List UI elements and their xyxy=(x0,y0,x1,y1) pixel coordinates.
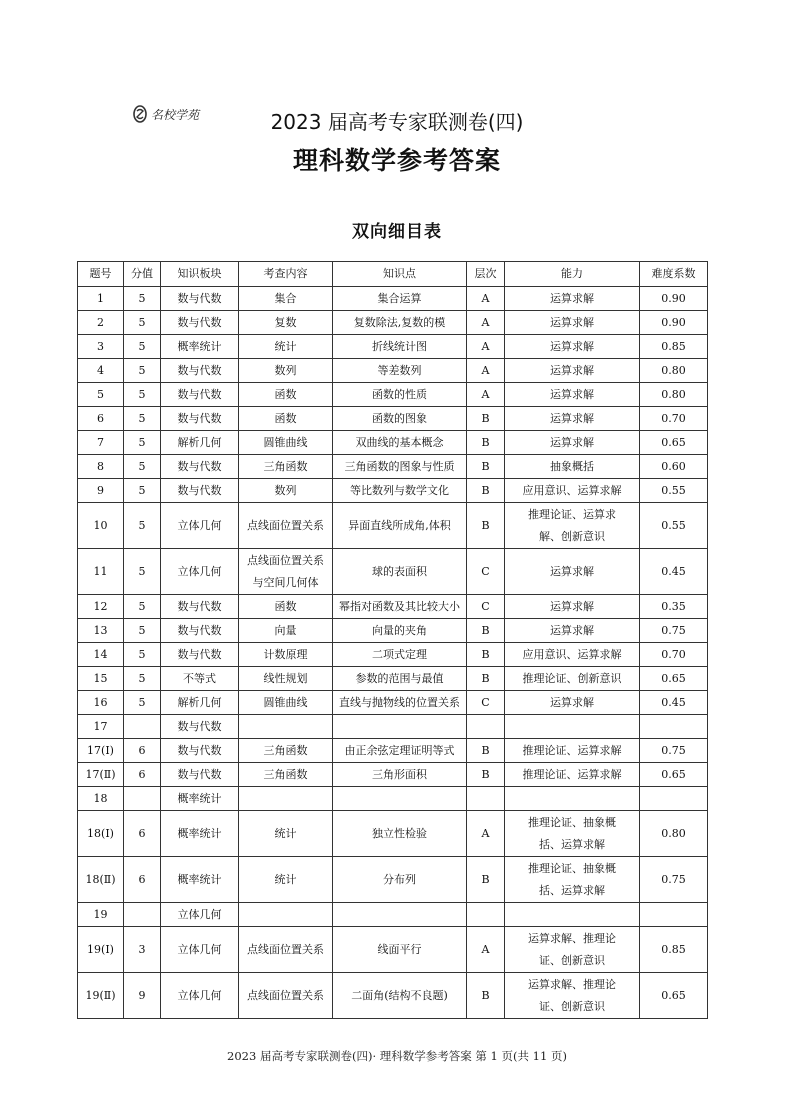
cell-ability: 运算求解 xyxy=(505,287,640,311)
cell-question-number: 7 xyxy=(78,431,124,455)
cell-content: 三角函数 xyxy=(239,763,333,787)
cell-content: 圆锥曲线 xyxy=(239,691,333,715)
cell-knowledge-block: 概率统计 xyxy=(161,857,239,903)
cell-question-number: 19 xyxy=(78,903,124,927)
cell-text: 推理论证、抽象概括、运算求解 xyxy=(528,861,616,897)
table-row xyxy=(78,287,708,311)
cell-difficulty: 0.55 xyxy=(640,503,708,549)
cell-score: 5 xyxy=(124,287,161,311)
cell-knowledge-block: 不等式 xyxy=(161,667,239,691)
cell-question-number: 9 xyxy=(78,479,124,503)
table-body xyxy=(78,287,708,1019)
cell-content xyxy=(239,549,333,595)
cell-knowledge-block: 数与代数 xyxy=(161,595,239,619)
cell-content: 向量 xyxy=(239,619,333,643)
table-row xyxy=(78,383,708,407)
cell-ability: 应用意识、运算求解 xyxy=(505,479,640,503)
cell-knowledge-point: 函数的图象 xyxy=(333,407,467,431)
cell-difficulty: 0.70 xyxy=(640,407,708,431)
specification-table xyxy=(77,261,708,1019)
cell-level xyxy=(467,787,505,811)
col-header-ability: 能力 xyxy=(505,262,640,287)
cell-ability: 推理论证、创新意识 xyxy=(505,667,640,691)
cell-ability xyxy=(505,715,640,739)
table-row xyxy=(78,549,708,595)
cell-content xyxy=(239,927,333,973)
cell-level: B xyxy=(467,857,505,903)
cell-question-number: 8 xyxy=(78,455,124,479)
cell-knowledge-point xyxy=(333,715,467,739)
cell-score: 6 xyxy=(124,857,161,903)
cell-content: 数列 xyxy=(239,359,333,383)
cell-knowledge-point xyxy=(333,787,467,811)
cell-score xyxy=(124,903,161,927)
cell-knowledge-point: 幂指对函数及其比较大小 xyxy=(333,595,467,619)
col-header-point: 知识点 xyxy=(333,262,467,287)
cell-text: 推理论证、抽象概括、运算求解 xyxy=(528,815,616,851)
cell-level: A xyxy=(467,383,505,407)
cell-score: 5 xyxy=(124,595,161,619)
cell-content: 统计 xyxy=(239,335,333,359)
cell-score: 5 xyxy=(124,503,161,549)
cell-question-number: 19(Ⅱ) xyxy=(78,973,124,1019)
cell-difficulty xyxy=(640,787,708,811)
cell-content: 数列 xyxy=(239,479,333,503)
cell-ability: 运算求解 xyxy=(505,595,640,619)
cell-knowledge-point xyxy=(333,903,467,927)
cell-question-number: 2 xyxy=(78,311,124,335)
cell-score: 5 xyxy=(124,455,161,479)
cell-knowledge-point: 向量的夹角 xyxy=(333,619,467,643)
cell-score: 5 xyxy=(124,667,161,691)
cell-knowledge-block: 数与代数 xyxy=(161,763,239,787)
cell-difficulty: 0.75 xyxy=(640,619,708,643)
table-row xyxy=(78,335,708,359)
cell-knowledge-point: 独立性检验 xyxy=(333,811,467,857)
cell-question-number: 18(Ⅱ) xyxy=(78,857,124,903)
cell-score: 5 xyxy=(124,643,161,667)
page-footer: 2023 届高考专家联测卷(四)· 理科数学参考答案 第 1 页(共 11 页) xyxy=(227,1049,567,1063)
cell-knowledge-block: 立体几何 xyxy=(161,503,239,549)
cell-question-number: 18 xyxy=(78,787,124,811)
cell-content: 复数 xyxy=(239,311,333,335)
cell-score: 5 xyxy=(124,383,161,407)
cell-content xyxy=(239,811,333,857)
cell-content xyxy=(239,503,333,549)
cell-level: B xyxy=(467,763,505,787)
cell-text: 点线面位置关系与空间几何体 xyxy=(247,553,324,589)
cell-ability xyxy=(505,503,640,549)
cell-question-number: 18(Ⅰ) xyxy=(78,811,124,857)
cell-difficulty: 0.65 xyxy=(640,667,708,691)
cell-content: 三角函数 xyxy=(239,455,333,479)
cell-ability: 运算求解 xyxy=(505,383,640,407)
cell-level: B xyxy=(467,479,505,503)
cell-knowledge-block: 立体几何 xyxy=(161,549,239,595)
cell-knowledge-block: 数与代数 xyxy=(161,383,239,407)
cell-level: B xyxy=(467,667,505,691)
cell-ability xyxy=(505,857,640,903)
cell-knowledge-block: 立体几何 xyxy=(161,903,239,927)
cell-level: C xyxy=(467,691,505,715)
cell-knowledge-point: 函数的性质 xyxy=(333,383,467,407)
cell-question-number: 3 xyxy=(78,335,124,359)
cell-difficulty: 0.75 xyxy=(640,739,708,763)
cell-knowledge-block: 数与代数 xyxy=(161,287,239,311)
cell-content xyxy=(239,903,333,927)
cell-difficulty: 0.70 xyxy=(640,643,708,667)
table-row xyxy=(78,643,708,667)
table-row xyxy=(78,455,708,479)
cell-text: 统计 xyxy=(274,826,297,840)
cell-ability xyxy=(505,903,640,927)
cell-level: B xyxy=(467,455,505,479)
cell-difficulty: 0.65 xyxy=(640,763,708,787)
col-header-block: 知识板块 xyxy=(161,262,239,287)
cell-level: A xyxy=(467,811,505,857)
cell-ability: 运算求解 xyxy=(505,359,640,383)
cell-content: 函数 xyxy=(239,383,333,407)
cell-score: 5 xyxy=(124,619,161,643)
cell-content xyxy=(239,857,333,903)
cell-difficulty xyxy=(640,715,708,739)
exam-title: 2023 届高考专家联测卷(四) xyxy=(270,110,524,134)
cell-level: B xyxy=(467,619,505,643)
cell-knowledge-block: 数与代数 xyxy=(161,359,239,383)
cell-score: 5 xyxy=(124,311,161,335)
table-header-row xyxy=(78,262,708,287)
table-title: 双向细目表 xyxy=(352,222,442,242)
cell-text: 点线面位置关系 xyxy=(247,988,324,1002)
cell-question-number: 11 xyxy=(78,549,124,595)
cell-question-number: 19(Ⅰ) xyxy=(78,927,124,973)
cell-question-number: 4 xyxy=(78,359,124,383)
col-header-score: 分值 xyxy=(124,262,161,287)
cell-knowledge-block: 数与代数 xyxy=(161,739,239,763)
cell-knowledge-block: 解析几何 xyxy=(161,431,239,455)
cell-score: 6 xyxy=(124,739,161,763)
cell-difficulty: 0.65 xyxy=(640,431,708,455)
cell-difficulty: 0.45 xyxy=(640,549,708,595)
cell-knowledge-block: 数与代数 xyxy=(161,407,239,431)
cell-text: 点线面位置关系 xyxy=(247,942,324,956)
cell-score: 5 xyxy=(124,359,161,383)
cell-difficulty xyxy=(640,903,708,927)
cell-difficulty: 0.80 xyxy=(640,383,708,407)
cell-knowledge-point: 参数的范围与最值 xyxy=(333,667,467,691)
col-header-number: 题号 xyxy=(78,262,124,287)
cell-content: 计数原理 xyxy=(239,643,333,667)
cell-ability: 推理论证、运算求解 xyxy=(505,763,640,787)
cell-level: C xyxy=(467,595,505,619)
cell-difficulty: 0.45 xyxy=(640,691,708,715)
cell-score: 6 xyxy=(124,763,161,787)
cell-text: 点线面位置关系 xyxy=(247,518,324,532)
cell-knowledge-point: 集合运算 xyxy=(333,287,467,311)
cell-difficulty: 0.85 xyxy=(640,335,708,359)
cell-level: B xyxy=(467,973,505,1019)
cell-ability: 运算求解 xyxy=(505,335,640,359)
table-row xyxy=(78,407,708,431)
table-row xyxy=(78,903,708,927)
cell-level: B xyxy=(467,643,505,667)
table-row xyxy=(78,927,708,973)
cell-knowledge-block: 数与代数 xyxy=(161,455,239,479)
cell-content: 线性规划 xyxy=(239,667,333,691)
col-header-level: 层次 xyxy=(467,262,505,287)
cell-score xyxy=(124,715,161,739)
cell-question-number: 14 xyxy=(78,643,124,667)
cell-score: 9 xyxy=(124,973,161,1019)
table-row xyxy=(78,359,708,383)
cell-question-number: 5 xyxy=(78,383,124,407)
cell-content: 函数 xyxy=(239,595,333,619)
cell-question-number: 6 xyxy=(78,407,124,431)
cell-difficulty: 0.90 xyxy=(640,287,708,311)
cell-knowledge-point: 等差数列 xyxy=(333,359,467,383)
cell-knowledge-block: 概率统计 xyxy=(161,787,239,811)
cell-ability: 运算求解 xyxy=(505,407,640,431)
cell-knowledge-block: 数与代数 xyxy=(161,619,239,643)
cell-difficulty: 0.60 xyxy=(640,455,708,479)
table-row xyxy=(78,787,708,811)
cell-ability xyxy=(505,973,640,1019)
cell-score: 6 xyxy=(124,811,161,857)
col-header-content: 考查内容 xyxy=(239,262,333,287)
cell-question-number: 16 xyxy=(78,691,124,715)
cell-knowledge-block: 数与代数 xyxy=(161,479,239,503)
cell-score: 5 xyxy=(124,479,161,503)
cell-difficulty: 0.65 xyxy=(640,973,708,1019)
cell-score: 5 xyxy=(124,431,161,455)
cell-ability xyxy=(505,811,640,857)
cell-content xyxy=(239,715,333,739)
table-row xyxy=(78,715,708,739)
table-row xyxy=(78,667,708,691)
cell-text: 推理论证、运算求解、创新意识 xyxy=(528,507,616,543)
cell-score: 5 xyxy=(124,691,161,715)
cell-difficulty: 0.80 xyxy=(640,359,708,383)
cell-question-number: 15 xyxy=(78,667,124,691)
cell-level: C xyxy=(467,549,505,595)
table-row xyxy=(78,479,708,503)
table-row xyxy=(78,739,708,763)
cell-knowledge-point: 异面直线所成角,体积 xyxy=(333,503,467,549)
cell-level: A xyxy=(467,335,505,359)
cell-ability: 推理论证、运算求解 xyxy=(505,739,640,763)
cell-knowledge-point: 二面角(结构不良题) xyxy=(333,973,467,1019)
cell-content xyxy=(239,973,333,1019)
cell-question-number: 13 xyxy=(78,619,124,643)
cell-knowledge-block: 数与代数 xyxy=(161,715,239,739)
table-row xyxy=(78,431,708,455)
cell-difficulty: 0.80 xyxy=(640,811,708,857)
cell-knowledge-point: 直线与抛物线的位置关系 xyxy=(333,691,467,715)
col-header-difficulty: 难度系数 xyxy=(640,262,708,287)
table-row xyxy=(78,311,708,335)
cell-text: 运算求解 xyxy=(550,564,594,578)
cell-knowledge-block: 数与代数 xyxy=(161,311,239,335)
cell-content: 三角函数 xyxy=(239,739,333,763)
cell-score xyxy=(124,787,161,811)
cell-knowledge-point: 双曲线的基本概念 xyxy=(333,431,467,455)
answer-title: 理科数学参考答案 xyxy=(292,146,501,175)
cell-ability xyxy=(505,927,640,973)
cell-knowledge-block: 数与代数 xyxy=(161,643,239,667)
cell-knowledge-point: 线面平行 xyxy=(333,927,467,973)
cell-level: B xyxy=(467,431,505,455)
cell-question-number: 10 xyxy=(78,503,124,549)
table-row xyxy=(78,811,708,857)
cell-knowledge-block: 立体几何 xyxy=(161,973,239,1019)
cell-knowledge-point: 折线统计图 xyxy=(333,335,467,359)
table-row xyxy=(78,973,708,1019)
cell-ability: 应用意识、运算求解 xyxy=(505,643,640,667)
cell-level: B xyxy=(467,739,505,763)
cell-knowledge-block: 概率统计 xyxy=(161,335,239,359)
cell-level: A xyxy=(467,927,505,973)
table-row xyxy=(78,763,708,787)
cell-level: B xyxy=(467,503,505,549)
cell-ability: 抽象概括 xyxy=(505,455,640,479)
cell-knowledge-point: 分布列 xyxy=(333,857,467,903)
cell-ability xyxy=(505,549,640,595)
table-row xyxy=(78,857,708,903)
cell-ability: 运算求解 xyxy=(505,311,640,335)
cell-question-number: 17(Ⅱ) xyxy=(78,763,124,787)
cell-content: 集合 xyxy=(239,287,333,311)
cell-knowledge-point: 等比数列与数学文化 xyxy=(333,479,467,503)
cell-question-number: 17 xyxy=(78,715,124,739)
cell-question-number: 17(Ⅰ) xyxy=(78,739,124,763)
table-row xyxy=(78,503,708,549)
logo-text: 名校学苑 xyxy=(151,107,200,122)
cell-difficulty: 0.90 xyxy=(640,311,708,335)
cell-level xyxy=(467,903,505,927)
cell-knowledge-point: 由正余弦定理证明等式 xyxy=(333,739,467,763)
cell-score: 5 xyxy=(124,407,161,431)
cell-ability xyxy=(505,787,640,811)
table-row xyxy=(78,691,708,715)
cell-text: 运算求解、推理论证、创新意识 xyxy=(528,977,616,1013)
cell-knowledge-block: 解析几何 xyxy=(161,691,239,715)
cell-difficulty: 0.35 xyxy=(640,595,708,619)
cell-knowledge-block: 概率统计 xyxy=(161,811,239,857)
cell-difficulty: 0.75 xyxy=(640,857,708,903)
cell-level: A xyxy=(467,311,505,335)
cell-content: 函数 xyxy=(239,407,333,431)
cell-difficulty: 0.85 xyxy=(640,927,708,973)
cell-knowledge-point: 复数除法,复数的模 xyxy=(333,311,467,335)
cell-question-number: 12 xyxy=(78,595,124,619)
table-row xyxy=(78,595,708,619)
cell-score: 5 xyxy=(124,549,161,595)
cell-level: A xyxy=(467,359,505,383)
cell-score: 5 xyxy=(124,335,161,359)
cell-level: A xyxy=(467,287,505,311)
cell-level: B xyxy=(467,407,505,431)
cell-knowledge-point: 三角函数的图象与性质 xyxy=(333,455,467,479)
cell-content: 圆锥曲线 xyxy=(239,431,333,455)
cell-score: 3 xyxy=(124,927,161,973)
table-row xyxy=(78,619,708,643)
cell-ability: 运算求解 xyxy=(505,431,640,455)
cell-question-number: 1 xyxy=(78,287,124,311)
cell-ability: 运算求解 xyxy=(505,619,640,643)
cell-difficulty: 0.55 xyxy=(640,479,708,503)
cell-ability: 运算求解 xyxy=(505,691,640,715)
cell-text: 运算求解、推理论证、创新意识 xyxy=(528,931,616,967)
cell-content xyxy=(239,787,333,811)
cell-text: 统计 xyxy=(274,872,297,886)
cell-level xyxy=(467,715,505,739)
cell-knowledge-point: 三角形面积 xyxy=(333,763,467,787)
cell-knowledge-point: 二项式定理 xyxy=(333,643,467,667)
cell-knowledge-block: 立体几何 xyxy=(161,927,239,973)
cell-knowledge-point: 球的表面积 xyxy=(333,549,467,595)
